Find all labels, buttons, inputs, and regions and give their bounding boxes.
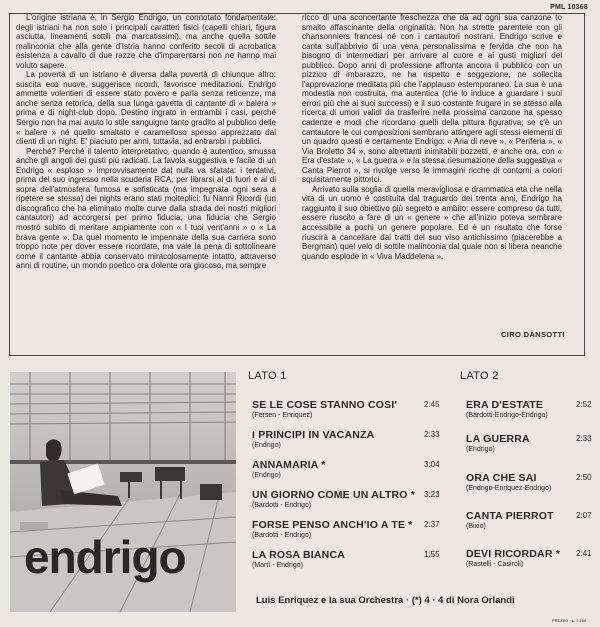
track-credit: (Martì - Endrigo) — [252, 562, 303, 569]
track-item — [252, 519, 440, 539]
track-duration: 2:41 — [576, 549, 592, 558]
liner-notes-left-column — [16, 13, 276, 271]
track-duration: 2:07 — [576, 511, 592, 520]
track-credit: (Endrigo) — [466, 446, 495, 453]
track-item — [466, 433, 592, 453]
liner-paragraph: Arrivato sulla soglia di quella meravigliosa e drammatica età che nella vita di un uomo è costituita dal traguardo dei trenta anni, Endrigo ha raggiunto il suo obiettivo più segreto e ambito: essere compreso da tutti, essere riuscito a fare di un « genere » che all'inizio poteva sembrare accessibile a pochi un genere popolare. Ed è un risultato che forse riuscirà a cancellare dai tratti del suo viso antichissimo (piacerebbe a Bergman) quel velo di sottile malinconia dal quale non si libera neanche quando esplode in « Viva Maddelena ». — [302, 184, 562, 261]
track-credit: (Bardotti - Endrigo) — [252, 502, 312, 509]
track-title: LA ROSA BIANCA — [252, 549, 346, 561]
side-b-label: LATO 2 — [460, 370, 499, 382]
track-duration: 2:45 — [424, 400, 440, 409]
orchestra-credit: Luis Enriquez e la sua Orchestra · (*) 4 · 4 di Nora Orlandi — [256, 595, 515, 606]
track-item — [466, 399, 592, 419]
track-title: ANNAMARIA * — [252, 459, 326, 471]
track-credit: (Endrigo-Enriquez-Endrigo) — [466, 485, 552, 492]
track-item — [466, 510, 592, 530]
track-title: SE LE COSE STANNO COSI' — [252, 399, 398, 411]
track-duration: 2:37 — [424, 520, 440, 529]
catalog-number: PML 10368 — [550, 4, 588, 11]
track-item — [466, 548, 592, 568]
track-title: I PRINCIPI IN VACANZA — [252, 429, 375, 441]
track-credit: (Rastelli - Casiroli) — [466, 561, 524, 568]
tracklist-section — [0, 366, 600, 627]
track-credit: (Bixio) — [466, 523, 486, 530]
track-item — [252, 429, 440, 449]
track-title: ERA D'ESTATE — [466, 399, 544, 411]
liner-paragraph: Perché? Perché il talento interpretativo, quando è autentico, smussa anche gli angoli dei gusti più radicati. La favola suggestiva e facile di un Endrigo « esploso » improvvisamente dal nulla va sfatata: i tentativi, prima del suo ingresso nella scuderia RCA, per librarsi al di fuori e al di sopra dell'atmosfera fumosa e sofisticata (ma impegnata ogni sera a ripetere se stessa) dei nights erano stati molteplici: fu Nanni Ricordi (un discografico che ha eliminato molte curve dalla strada dei nostri migliori cantautori) ad accorgersi per primo fiducia, una fiducia che Sergio mostrò subito di meritare ampiamente con « I tuoi vent'anni » o « La brava gente ». Da quel momento le impennate della sua carriera sono troppo note per dover essere ricordate, ma vale la pena di sottolineare come il cantante abbia conservato miracolosamente intatto, attraverso anni di routine, un mondo poetico ora dolente ora giocoso, ma sempre — [16, 146, 276, 271]
track-title: UN GIORNO COME UN ALTRO * — [252, 489, 416, 501]
track-duration: 3:04 — [424, 460, 440, 469]
liner-paragraph: L'origine istriana è, in Sergio Endrigo, un connotato fondamentale: degli istriani ha non solo i principali caratteri fisici (capelli chiari, figura asciutta, lineamenti sottili ma marcatissimi), ma anche quella sottile malinconia che alla gente d'Istria hanno conferito secoli di acrobatica esistenza a cavallo di due razze che d'imparentarsi non ne hanno mai voluto sapere. — [16, 13, 276, 70]
liner-notes-right-column — [302, 13, 562, 261]
track-item — [252, 549, 440, 569]
track-credit: (Endrigo) — [252, 442, 281, 449]
track-credit: (Bardotti - Endrigo) — [252, 532, 312, 539]
track-credit: (Endrigo) — [252, 472, 281, 479]
price-text: PREZZO · L. 2.700 — [552, 618, 587, 623]
track-title: FORSE PENSO ANCH'IO A TE * — [252, 519, 413, 531]
track-duration: 2:52 — [576, 400, 592, 409]
track-item — [252, 399, 440, 419]
track-duration: 2:33 — [424, 430, 440, 439]
track-item — [466, 472, 592, 492]
artist-photo — [10, 372, 236, 612]
track-duration: 1:55 — [424, 550, 440, 559]
track-title: CANTA PIERROT — [466, 510, 554, 522]
track-title: ORA CHE SAI — [466, 472, 537, 484]
track-credit: (Bardotti-Endrigo-Endrigo) — [466, 412, 548, 419]
liner-paragraph: La povertà di un istriano è diversa dalla povertà di chiunque altro: suscita eco nuove, suggerisce ricordi, favorisce meditazioni. Endrigo ammette volentieri di essere stato povero e parla senza reticenze, ma anche senza retorica, della sua lunga gavetta di cantante di « balera » prima e di night-club dopo. Destino ingrato in entrambi i casi, perché Sergio non ha mai avuto lo stile sanguigno tanto gradito al pubblico delle « balere » né quello smaltato e caramelloso spesso apprezzato dai clienti di un night. E' piaciuto per anni, tuttavia, ad entrambi i pubblici. — [16, 70, 276, 147]
liner-notes-signature: CIRO DANSOTTI — [501, 330, 565, 339]
track-duration: 2:50 — [576, 473, 592, 482]
track-credit: (Fersen - Enriquez) — [252, 412, 313, 419]
track-title: LA GUERRA — [466, 433, 530, 445]
track-item — [252, 489, 440, 509]
track-duration: 2:33 — [576, 434, 592, 443]
album-logo: endrigo — [24, 531, 186, 583]
track-duration: 3:23 — [424, 490, 440, 499]
side-a-label: LATO 1 — [248, 370, 287, 382]
track-title: DEVI RICORDAR * — [466, 548, 561, 560]
liner-paragraph: ricco di una sconcertante freschezza che dà ad ogni sua canzone to smalto affascinante della originalità. Non ha strette parentele con gli chansonniers francesi né con i cantautori nostrani. Endrigo scrive e canta sull'abbrivio di una vena personalissima e fervida che non ha bisogno di intermediari per arrivare al cuore e ai gusti migliori del pubblico. Dopo anni di professione affronta ancora il pubblico con un pizzico di imbarazzo, ne ha rispetto e soggezione, ne sollecita l'approvazione meditata più che l'applauso estemporaneo. La sua è una modestia non costruita, ma autentica (che lo induce a guardare i suoi errori più che ai suoi successi) e il suo costante frugare in se stesso alla ricerca di umori validi da trasferire nella prossima canzone ha spesso cadenze e modi che ricordano quelli della pittura figurativa; se c'è un cantautore le cui composizioni sembrano attingere agli stessi elementi di un quadro questi è certamente Endrigo: « Aria di neve », « Periferia », « Via Broletto 34 », sono altrettanti inimitabili bozzetti, e anche ora, con « Era d'estate », « La guerra » e la stessa riesumazione della suggestiva « Canta Pierrot », si rivolge verso le immagini ricche di contorni a colori squisitamente pittorici. — [302, 13, 562, 185]
track-item — [252, 459, 440, 479]
